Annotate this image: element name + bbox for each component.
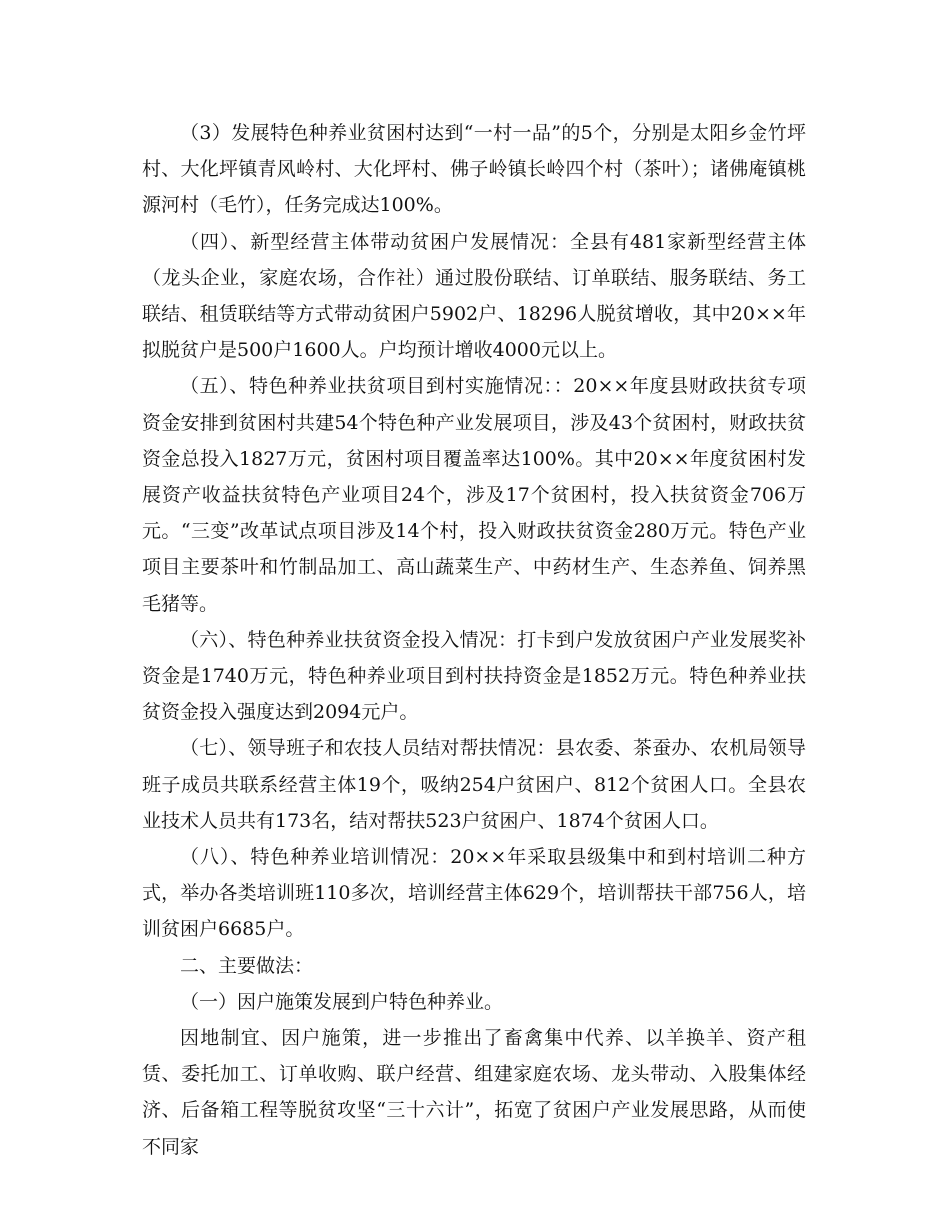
section-heading-main-practices: 二、主要做法： (180, 954, 314, 977)
paragraph-project-implementation: （五）、特色种养业扶贫项目到村实施情况：：20××年度县财政扶贫专项资金安排到贫困村共建54个特色种产业发展项目，涉及43个贫困村，财政扶贫资金总投入1827万元，贫困村项目覆盖率达100%。其中20××年度贫困村发展资产收益扶贫特色产业项目24个，涉及17个贫困村，投入扶贫资金706万元。“三变”改革试点项目涉及14个村，投入财政扶贫资金280万元。特色产业项目主要茶叶和竹制品加工、高山蔬菜生产、中药材生产、生态养鱼、饲养黑毛猪等。 (142, 375, 806, 615)
paragraph-special-industry-villages: （3）发展特色种养业贫困村达到“一村一品”的5个，分别是太阳乡金竹坪村、大化坪镇青风岭村、大化坪村、佛子岭镇长岭四个村（茶叶）；诸佛庵镇桃源河村（毛竹），任务完成达100%。 (142, 122, 806, 217)
subsection-heading-household-policy: （一）因户施策发展到户特色种养业。 (180, 990, 504, 1013)
document-page (142, 115, 806, 1165)
paragraph-funding-input: （六）、特色种养业扶贫资金投入情况：打卡到户发放贫困户产业发展奖补资金是1740万元，特色种养业项目到村扶持资金是1852万元。特色种养业扶贫资金投入强度达到2094元户。 (142, 628, 806, 724)
paragraph-household-measures: 因地制宜、因户施策，进一步推出了畜禽集中代养、以羊换羊、资产租赁、委托加工、订单收购、联户经营、组建家庭农场、龙头带动、入股集体经济、后备箱工程等脱贫攻坚“三十六计”，拓宽了贫困户产业发展思路，从而使不同家 (142, 1027, 806, 1158)
paragraph-leadership-pairing: （七）、领导班子和农技人员结对帮扶情况：县农委、茶蚕办、农机局领导班子成员共联系经营主体19个，吸纳254户贫困户、812个贫困人口。全县农业技术人员共有173名，结对帮扶523户贫困户、1874个贫困人口。 (142, 737, 806, 832)
paragraph-training: （八）、特色种养业培训情况：20××年采取县级集中和到村培训二种方式，举办各类培训班110多次，培训经营主体629个，培训帮扶干部756人，培训贫困户6685户。 (142, 846, 806, 941)
paragraph-new-business-entities: （四）、新型经营主体带动贫困户发展情况：全县有481家新型经营主体（龙头企业，家庭农场，合作社）通过股份联结、订单联结、服务联结、务工联结、租赁联结等方式带动贫困户5902户、18296人脱贫增收，其中20××年拟脱贫户是500户1600人。户均预计增收4000元以上。 (142, 230, 806, 362)
